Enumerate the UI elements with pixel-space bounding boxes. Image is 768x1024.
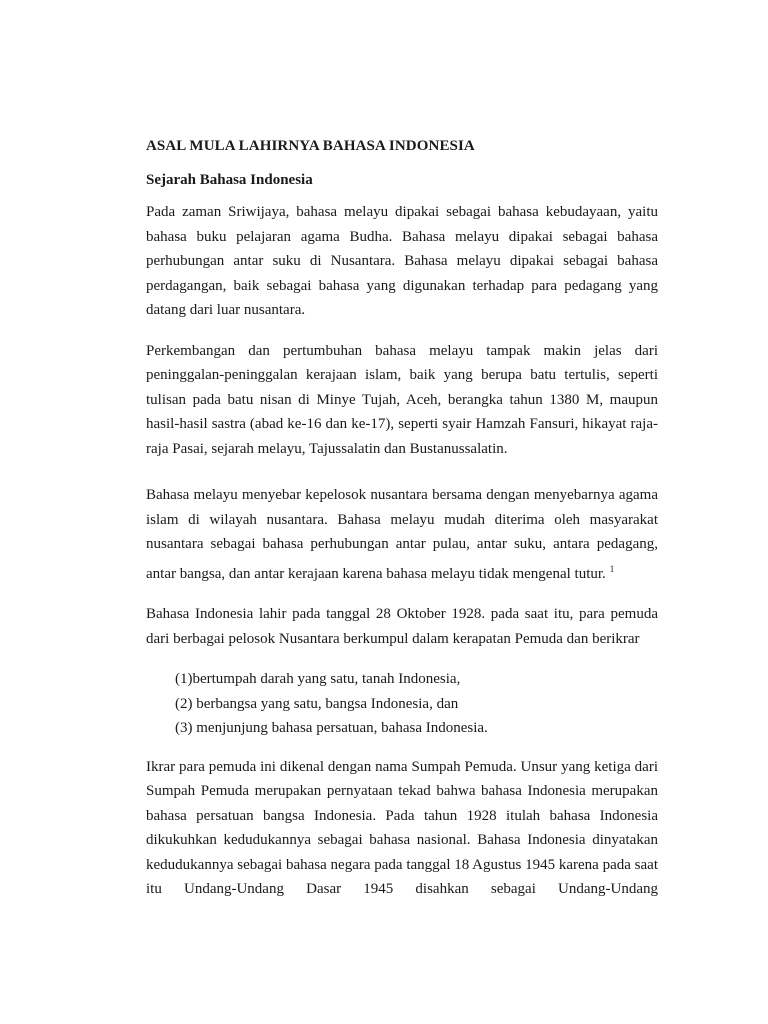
oath-item: (1)bertumpah darah yang satu, tanah Indonesia,	[175, 671, 461, 687]
document-page	[146, 136, 658, 912]
footnote-marker[interactable]: 1	[609, 563, 615, 574]
section-heading: Sejarah Bahasa Indonesia	[146, 172, 313, 188]
paragraph-penyebaran	[146, 483, 658, 586]
paragraph-text: Perkembangan dan pertumbuhan bahasa melayu tampak makin jelas dari peninggalan-peninggalan kerajaan islam, baik yang berupa batu tertulis, seperti tulisan pada batu nisan di Minye Tujah, Aceh, berangka tahun 1380 M, maupun hasil-hasil sastra (abad ke-16 dan ke-17), seperti syair Hamzah Fansuri, hikayat raja-raja Pasai, sejarah melayu, Tajussalatin dan Bustanussalatin.	[146, 342, 658, 457]
paragraph-kelahiran	[146, 602, 658, 651]
paragraph-perkembangan	[146, 339, 658, 462]
paragraph-text: Pada zaman Sriwijaya, bahasa melayu dipakai sebagai bahasa kebudayaan, yaitu bahasa buku pelajaran agama Budha. Bahasa melayu dipakai sebagai bahasa perhubungan antar suku di Nusantara. Bahasa melayu dipakai sebagai bahasa perdagangan, baik sebagai bahasa yang digunakan terhadap para pedagang yang datang dari luar nusantara.	[146, 204, 658, 318]
paragraph-text: Ikrar para pemuda ini dikenal dengan nama Sumpah Pemuda. Unsur yang ketiga dari Sumpah Pemuda merupakan pernyataan tekad bahwa bahasa Indonesia merupakan bahasa persatuan bangsa Indonesia. Pada tahun 1928 itulah bahasa Indonesia dikukuhkan kedudukannya sebagai bahasa nasional. Bahasa Indonesia dinyatakan kedudukannya sebagai bahasa negara pada tanggal 18 Agustus 1945 karena pada saat itu Undang-Undang Dasar 1945 disahkan sebagai Undang-Undang	[146, 758, 658, 897]
paragraph-text: Bahasa melayu menyebar kepelosok nusantara bersama dengan menyebarnya agama islam di wilayah nusantara. Bahasa melayu mudah diterima oleh masyarakat nusantara sebagai bahasa perhubungan antar pulau, antar suku, antara pedagang, antar bangsa, dan antar kerajaan karena bahasa melayu tidak mengenal tutur.	[146, 487, 658, 582]
paragraph-text: Bahasa Indonesia lahir pada tanggal 28 Oktober 1928. pada saat itu, para pemuda dari berbagai pelosok Nusantara berkumpul dalam kerapatan Pemuda dan berikrar	[146, 606, 658, 647]
oath-item: (2) berbangsa yang satu, bangsa Indonesia, dan	[175, 695, 459, 712]
oath-item: (3) menjunjung bahasa persatuan, bahasa Indonesia.	[175, 720, 488, 736]
paragraph-sriwijaya	[146, 200, 658, 323]
sumpah-pemuda-list	[146, 667, 658, 741]
paragraph-ikrar	[146, 755, 658, 902]
document-title: ASAL MULA LAHIRNYA BAHASA INDONESIA	[146, 138, 475, 154]
